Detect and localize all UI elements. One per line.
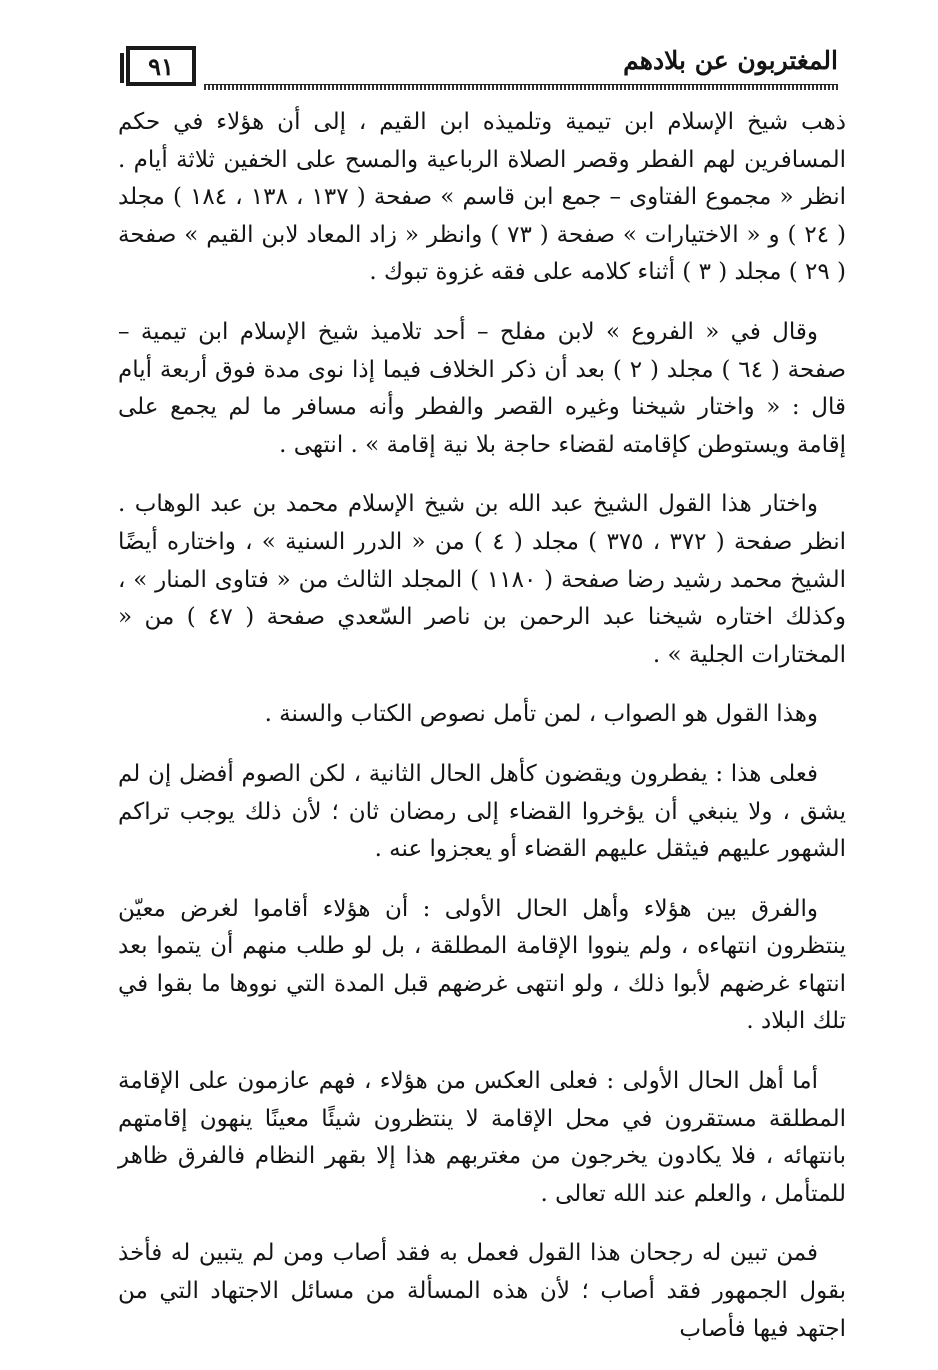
- paragraph-2: وقال في « الفروع » لابن مفلح – أحد تلاميذ شيخ الإسلام ابن تيمية – صفحة ( ٦٤ ) مجلد ( ٢ ) بعد أن ذكر الخلاف فيما إذا نوى مدة فوق أربعة أيام قال : « واختار شيخنا وغيره القصر والفطر وأنه مسافر ما لم يجمع على إقامة ويستوطن كإقامته لقضاء حاجة بلا نية إقامة » . انتهى .: [118, 318, 847, 458]
- page-header: [118, 40, 838, 92]
- paragraph-7: أما أهل الحال الأولى : فعلى العكس من هؤلاء ، فهم عازمون على الإقامة المطلقة مستقرون في محل الإقامة لا ينتظرون شيئًا معينًا ينهون إقامتهم بانتهائه ، فلا يكادون يخرجون من مغتربهم هذا إلا بقهر النظام فالفرق ظاهر للمتأمل ، والعلم عند الله تعالى .: [118, 1068, 846, 1207]
- paragraph-3: واختار هذا القول الشيخ عبد الله بن شيخ الإسلام محمد بن عبد الوهاب . انظر صفحة ( ٣٧٢ ، ٣٧٥ ) مجلد ( ٤ ) من « الدرر السنية » ، واختاره أيضًا الشيخ محمد رشيد رضا صفحة ( ١١٨٠ ) المجلد الثالث من « فتاوى المنار » ، وكذلك اختاره شيخنا عبد الرحمن بن ناصر السّعدي صفحة ( ٤٧ ) من « المختارات الجلية » .: [118, 491, 847, 668]
- paragraph-5: فعلى هذا : يفطرون ويقضون كأهل الحال الثانية ، لكن الصوم أفضل إن لم يشق ، ولا ينبغي أن يؤخروا القضاء إلى رمضان ثان ؛ لأن ذلك يوجب تراكم الشهور عليهم فيثقل عليهم القضاء أو يعجزوا عنه .: [118, 760, 846, 863]
- page-number: ٩١: [126, 46, 196, 86]
- body-text: [118, 104, 846, 1370]
- running-title: المغتربون عن بلادهم: [623, 46, 838, 75]
- paragraph-1: ذهب شيخ الإسلام ابن تيمية وتلميذه ابن القيم ، إلى أن هؤلاء في حكم المسافرين لهم الفطر وقصر الصلاة الرباعية والمسح على الخفين ثلاثة أيام . انظر « مجموع الفتاوى – جمع ابن قاسم » صفحة ( ١٣٧ ، ١٣٨ ، ١٨٤ ) مجلد ( ٢٤ ) و « الاختيارات » صفحة ( ٧٣ ) وانظر « زاد المعاد لابن القيم » صفحة ( ٢٩ ) مجلد ( ٣ ) أثناء كلامه على فقه غزوة تبوك .: [118, 109, 847, 286]
- header-rule: [204, 84, 838, 90]
- paragraph-8: فمن تبين له رجحان هذا القول فعمل به فقد أصاب ومن لم يتبين له فأخذ بقول الجمهور فقد أصاب ؛ لأن هذه المسألة من مسائل الاجتهاد التي من اجتهد فيها فأصاب: [118, 1240, 846, 1342]
- paragraph-4: وهذا القول هو الصواب ، لمن تأمل نصوص الكتاب والسنة .: [264, 701, 818, 728]
- paragraph-6: والفرق بين هؤلاء وأهل الحال الأولى : أن هؤلاء أقاموا لغرض معيّن ينتظرون انتهاءه ، ولم ينووا الإقامة المطلقة ، بل لو طلب منهم أن يتموا بعد انتهاء غرضهم لأبوا ذلك ، ولو انتهى غرضهم قبل المدة التي نووها ما بقوا في تلك البلاد .: [118, 895, 846, 1035]
